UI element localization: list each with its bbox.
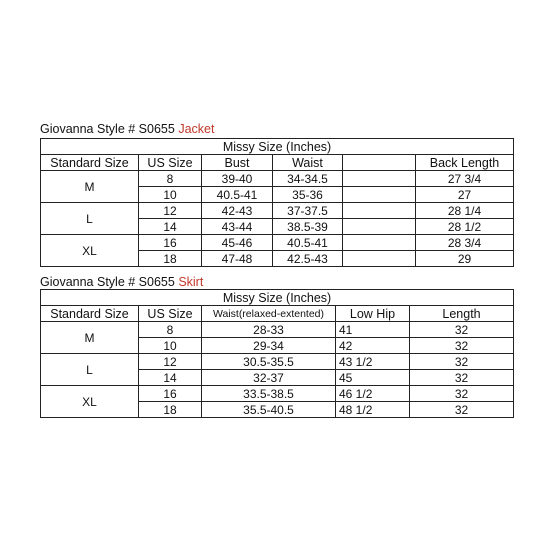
waist-cell: 42.5-43 [273, 251, 343, 267]
skirt-group-header-row [41, 290, 514, 306]
empty-cell [343, 251, 416, 267]
waist-cell: 29-34 [202, 338, 336, 354]
empty-cell [343, 203, 416, 219]
back-length-cell: 28 3/4 [416, 235, 514, 251]
skirt-column-header-row [41, 306, 514, 322]
length-cell: 32 [410, 338, 514, 354]
skirt-group-header: Missy Size (Inches) [41, 290, 514, 306]
table-row [41, 386, 514, 402]
table-row [41, 322, 514, 338]
back-length-cell: 28 1/4 [416, 203, 514, 219]
column-header: Length [410, 306, 514, 322]
column-header: Waist [273, 155, 343, 171]
us-size-cell: 10 [139, 338, 202, 354]
bust-cell: 42-43 [202, 203, 273, 219]
us-size-cell: 12 [139, 354, 202, 370]
jacket-size-table [40, 138, 514, 267]
standard-size-cell: XL [41, 235, 139, 267]
waist-cell: 32-37 [202, 370, 336, 386]
table-row [41, 235, 514, 251]
column-header: US Size [139, 306, 202, 322]
waist-cell: 34-34.5 [273, 171, 343, 187]
skirt-title-prefix: Giovanna Style # S0655 [40, 275, 175, 289]
empty-cell [343, 235, 416, 251]
column-header: Waist(relaxed-extented) [202, 306, 336, 322]
jacket-title-prefix: Giovanna Style # S0655 [40, 122, 175, 136]
length-cell: 32 [410, 322, 514, 338]
bust-cell: 39-40 [202, 171, 273, 187]
back-length-cell: 27 [416, 187, 514, 203]
jacket-section-title [40, 122, 214, 136]
us-size-cell: 8 [139, 171, 202, 187]
empty-cell [343, 187, 416, 203]
length-cell: 32 [410, 402, 514, 418]
bust-cell: 47-48 [202, 251, 273, 267]
length-cell: 32 [410, 386, 514, 402]
bust-cell: 43-44 [202, 219, 273, 235]
waist-cell: 38.5-39 [273, 219, 343, 235]
us-size-cell: 10 [139, 187, 202, 203]
bust-cell: 45-46 [202, 235, 273, 251]
empty-cell [343, 219, 416, 235]
waist-cell: 37-37.5 [273, 203, 343, 219]
column-header: US Size [139, 155, 202, 171]
low-hip-cell: 46 1/2 [336, 386, 410, 402]
length-cell: 32 [410, 370, 514, 386]
column-header: Standard Size [41, 155, 139, 171]
us-size-cell: 16 [139, 386, 202, 402]
standard-size-cell: XL [41, 386, 139, 418]
back-length-cell: 28 1/2 [416, 219, 514, 235]
jacket-title-item: Jacket [178, 122, 215, 136]
us-size-cell: 18 [139, 402, 202, 418]
standard-size-cell: L [41, 203, 139, 235]
length-cell: 32 [410, 354, 514, 370]
us-size-cell: 12 [139, 203, 202, 219]
waist-cell: 40.5-41 [273, 235, 343, 251]
waist-cell: 35-36 [273, 187, 343, 203]
jacket-column-header-row [41, 155, 514, 171]
us-size-cell: 8 [139, 322, 202, 338]
waist-cell: 28-33 [202, 322, 336, 338]
low-hip-cell: 45 [336, 370, 410, 386]
back-length-cell: 27 3/4 [416, 171, 514, 187]
back-length-cell: 29 [416, 251, 514, 267]
standard-size-cell: M [41, 171, 139, 203]
bust-cell: 40.5-41 [202, 187, 273, 203]
us-size-cell: 18 [139, 251, 202, 267]
standard-size-cell: M [41, 322, 139, 354]
column-header: Bust [202, 155, 273, 171]
column-header: Back Length [416, 155, 514, 171]
us-size-cell: 16 [139, 235, 202, 251]
low-hip-cell: 41 [336, 322, 410, 338]
skirt-size-table [40, 289, 514, 418]
low-hip-cell: 42 [336, 338, 410, 354]
waist-cell: 33.5-38.5 [202, 386, 336, 402]
us-size-cell: 14 [139, 370, 202, 386]
low-hip-cell: 43 1/2 [336, 354, 410, 370]
jacket-group-header-row [41, 139, 514, 155]
table-row [41, 203, 514, 219]
standard-size-cell: L [41, 354, 139, 386]
low-hip-cell: 48 1/2 [336, 402, 410, 418]
jacket-group-header: Missy Size (Inches) [41, 139, 514, 155]
column-header [343, 155, 416, 171]
table-row [41, 354, 514, 370]
column-header: Low Hip [336, 306, 410, 322]
skirt-title-item: Skirt [178, 275, 204, 289]
table-row [41, 171, 514, 187]
empty-cell [343, 171, 416, 187]
skirt-section-title [40, 275, 203, 289]
us-size-cell: 14 [139, 219, 202, 235]
column-header: Standard Size [41, 306, 139, 322]
waist-cell: 35.5-40.5 [202, 402, 336, 418]
waist-cell: 30.5-35.5 [202, 354, 336, 370]
